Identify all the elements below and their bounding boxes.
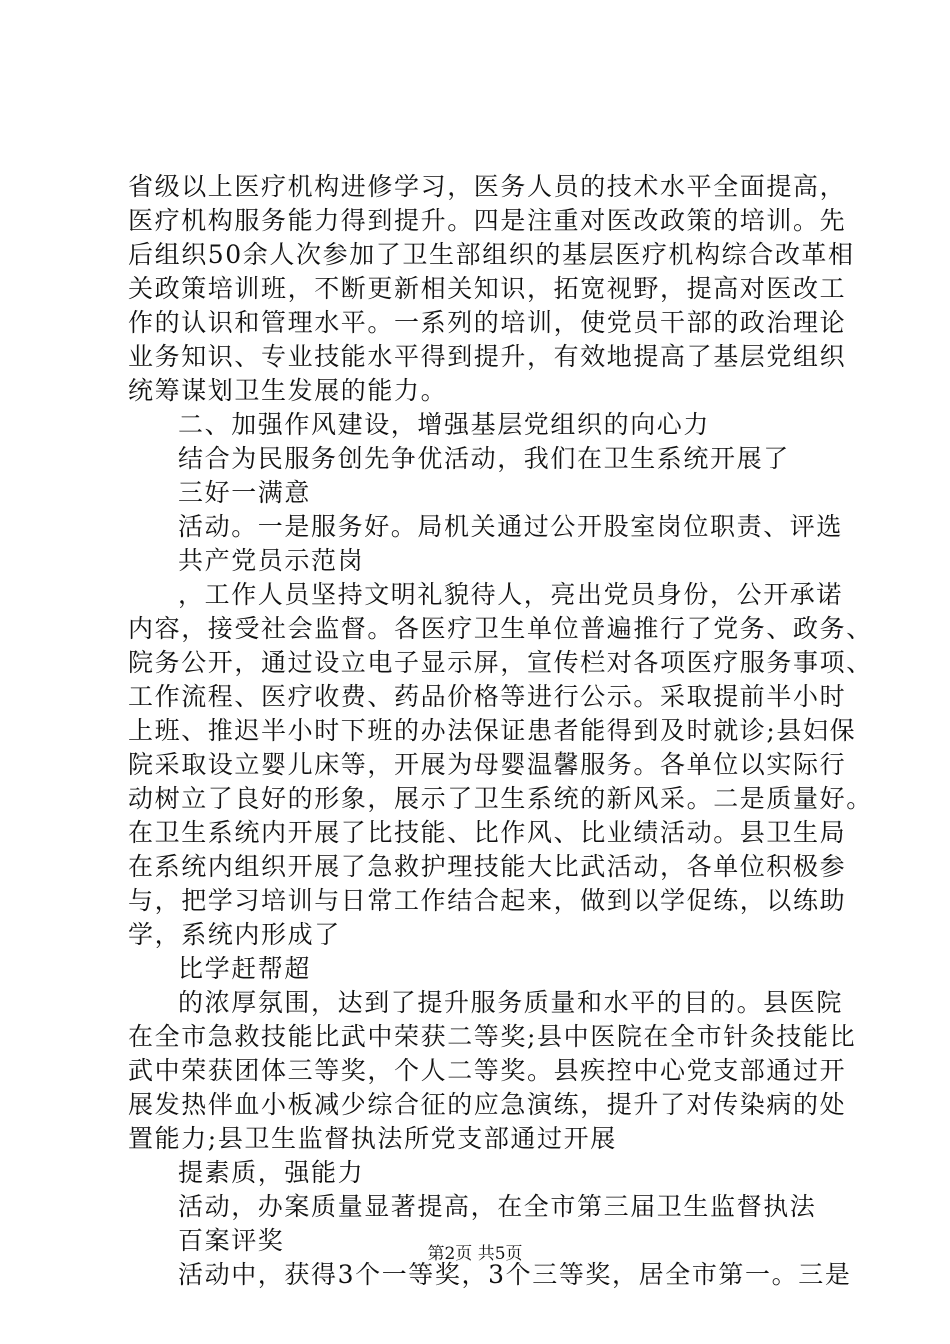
text-line: 与，把学习培训与日常工作结合起来，做到以学促练，以练助 [128,886,847,915]
text-line: 置能力;县卫生监督执法所党支部通过开展 [128,1124,617,1153]
text-line: 的浓厚氛围，达到了提升服务质量和水平的目的。县医院 [178,988,844,1017]
text-line: 活动。一是服务好。局机关通过公开股室岗位职责、评选 [178,512,844,541]
text-line: 展发热伴血小板减少综合征的应急演练，提升了对传染病的处 [128,1090,847,1119]
text-line: 在全市急救技能比武中荣获二等奖;县中医院在全市针灸技能比 [128,1022,857,1051]
text-line: 院务公开，通过设立电子显示屏，宣传栏对各项医疗服务事项、 [128,648,873,677]
page-footer: 第2页 共5页 [427,1244,523,1264]
text-line: 在系统内组织开展了急救护理技能大比武活动，各单位积极参 [128,852,847,881]
document-body [128,170,873,1292]
text-line: 活动中，获得3个一等奖，3个三等奖，居全市第一。三是 [178,1260,852,1289]
text-line: 结合为民服务创先争优活动，我们在卫生系统开展了 [178,444,790,473]
text-line: 比学赶帮超 [178,954,312,983]
text-line: 医疗机构服务能力得到提升。四是注重对医改政策的培训。先 [128,206,847,235]
text-line: 省级以上医疗机构进修学习，医务人员的技术水平全面提高， [128,172,847,201]
text-line: 活动，办案质量显著提高，在全市第三届卫生监督执法 [178,1192,817,1221]
text-line: 院采取设立婴儿床等，开展为母婴温馨服务。各单位以实际行 [128,750,847,779]
text-line: 学，系统内形成了 [128,920,341,949]
text-line: 百案评奖 [178,1226,285,1255]
text-line: 三好一满意 [178,478,312,507]
text-line: 内容，接受社会监督。各医疗卫生单位普遍推行了党务、政务、 [128,614,873,643]
text-line: 业务知识、专业技能水平得到提升，有效地提高了基层党组织 [128,342,847,371]
text-line: 工作流程、医疗收费、药品价格等进行公示。采取提前半小时 [128,682,847,711]
text-line: ，工作人员坚持文明礼貌待人，亮出党员身份，公开承诺 [178,580,844,609]
text-line: 在卫生系统内开展了比技能、比作风、比业绩活动。县卫生局 [128,818,847,847]
text-line: 关政策培训班，不断更新相关知识，拓宽视野，提高对医改工 [128,274,847,303]
text-line: 上班、推迟半小时下班的办法保证患者能得到及时就诊;县妇保 [128,716,857,745]
text-line: 二、加强作风建设，增强基层党组织的向心力 [178,410,711,439]
text-line: 统筹谋划卫生发展的能力。 [128,376,448,405]
text-line: 作的认识和管理水平。一系列的培训，使党员干部的政治理论 [128,308,847,337]
text-line: 共产党员示范岗 [178,546,365,575]
text-line: 武中荣获团体三等奖，个人二等奖。县疾控中心党支部通过开 [128,1056,847,1085]
text-line: 动树立了良好的形象，展示了卫生系统的新风采。二是质量好。 [128,784,873,813]
text-line: 后组织50余人次参加了卫生部组织的基层医疗机构综合改革相 [128,240,855,269]
text-line: 提素质，强能力 [178,1158,365,1187]
